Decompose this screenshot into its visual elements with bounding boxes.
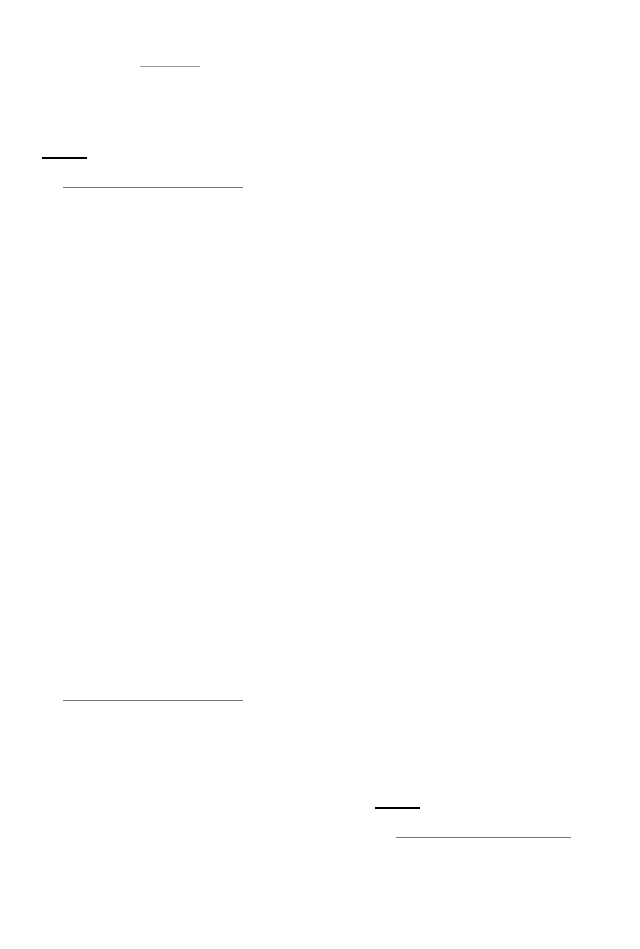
toc-entry: [396, 288, 571, 301]
toc-entry: [64, 812, 239, 825]
toc-entry: [64, 799, 239, 812]
toc-entry: [396, 724, 571, 737]
title-divider: [140, 66, 200, 67]
subsection-rule-jusong: [396, 837, 571, 838]
toc-entry: [396, 603, 571, 616]
toc-entry: [396, 711, 571, 724]
toc-entry: [64, 745, 239, 758]
toc-entry: [396, 684, 571, 697]
subsection-rule-daea: [63, 700, 243, 701]
toc-entry: [396, 617, 571, 630]
toc-entry: [396, 235, 571, 248]
toc-entry: [396, 168, 571, 181]
toc-entry: [396, 74, 571, 87]
toc-entry: [396, 208, 571, 221]
toc-entry: [396, 127, 571, 140]
toc-entry: [64, 523, 239, 536]
toc-entry: [396, 536, 571, 549]
toc-entry: [64, 287, 239, 300]
toc-entry: [64, 617, 239, 630]
subsection-rule-soa: [63, 187, 243, 188]
toc-entry: [64, 327, 239, 340]
toc-entry: [64, 536, 239, 549]
toc-entry: [396, 60, 571, 73]
toc-entry: [396, 644, 571, 657]
toc-entry: [64, 732, 239, 745]
toc-entry: [396, 590, 571, 603]
toc-entry: [64, 367, 239, 380]
toc-entry: [64, 220, 239, 233]
toc-entry: [64, 866, 239, 879]
toc-entry: [64, 759, 239, 772]
toc-entry: [396, 657, 571, 670]
toc-entry: [64, 705, 239, 718]
toc-entry: [64, 785, 239, 798]
toc-entry: [396, 154, 571, 167]
toc-entry: [396, 315, 571, 328]
toc-entry: [64, 772, 239, 785]
toc-entry: [64, 206, 239, 219]
toc-entry: [396, 523, 571, 536]
toc-entry: [396, 869, 571, 882]
toc-entry: [64, 577, 239, 590]
toc-entry: [396, 87, 571, 100]
toc-entry: [64, 603, 239, 616]
toc-entry: [64, 354, 239, 367]
toc-entry: [64, 314, 239, 327]
toc-entry: [396, 114, 571, 127]
toc-entry: [396, 563, 571, 576]
toc-entry: [396, 395, 571, 408]
toc-entry: [396, 141, 571, 154]
toc-entry: [396, 101, 571, 114]
toc-entry: [64, 247, 239, 260]
toc-entry: [396, 737, 571, 750]
toc-entry: [396, 355, 571, 368]
toc-entry: [396, 181, 571, 194]
toc-entry: [64, 193, 239, 206]
toc-entry: [396, 697, 571, 710]
toc-entry: [396, 248, 571, 261]
toc-entry: [64, 644, 239, 657]
toc-entry: [396, 855, 571, 868]
toc-entry: [396, 194, 571, 207]
toc-entry: [396, 369, 571, 382]
toc-entry: [396, 382, 571, 395]
toc-entry: [64, 233, 239, 246]
toc-entry: [396, 842, 571, 855]
toc-entry: [64, 550, 239, 563]
toc-entry: [64, 657, 239, 670]
toc-entry: [396, 221, 571, 234]
toc-entry: [396, 302, 571, 315]
section-rule-a: [42, 157, 87, 159]
toc-entry: [64, 852, 239, 865]
section-rule-song: [375, 807, 420, 809]
toc-entry: [396, 751, 571, 764]
toc-entry: [396, 630, 571, 643]
toc-entry: [396, 275, 571, 288]
toc-entry: [396, 342, 571, 355]
toc-entry: [64, 394, 239, 407]
toc-entry: [64, 300, 239, 313]
toc-entry: [64, 826, 239, 839]
toc-entry: [64, 563, 239, 576]
toc-entry: [64, 839, 239, 852]
toc-entry: [396, 47, 571, 60]
toc-entry: [396, 328, 571, 341]
toc-entry: [64, 630, 239, 643]
toc-entry: [64, 718, 239, 731]
toc-entry: [396, 261, 571, 274]
toc-entry: [64, 340, 239, 353]
toc-entry: [64, 273, 239, 286]
toc-entry: [396, 577, 571, 590]
toc-entry: [396, 670, 571, 683]
toc-entry: [64, 590, 239, 603]
toc-entry: [396, 550, 571, 563]
toc-entry: [64, 381, 239, 394]
toc-entry: [64, 260, 239, 273]
